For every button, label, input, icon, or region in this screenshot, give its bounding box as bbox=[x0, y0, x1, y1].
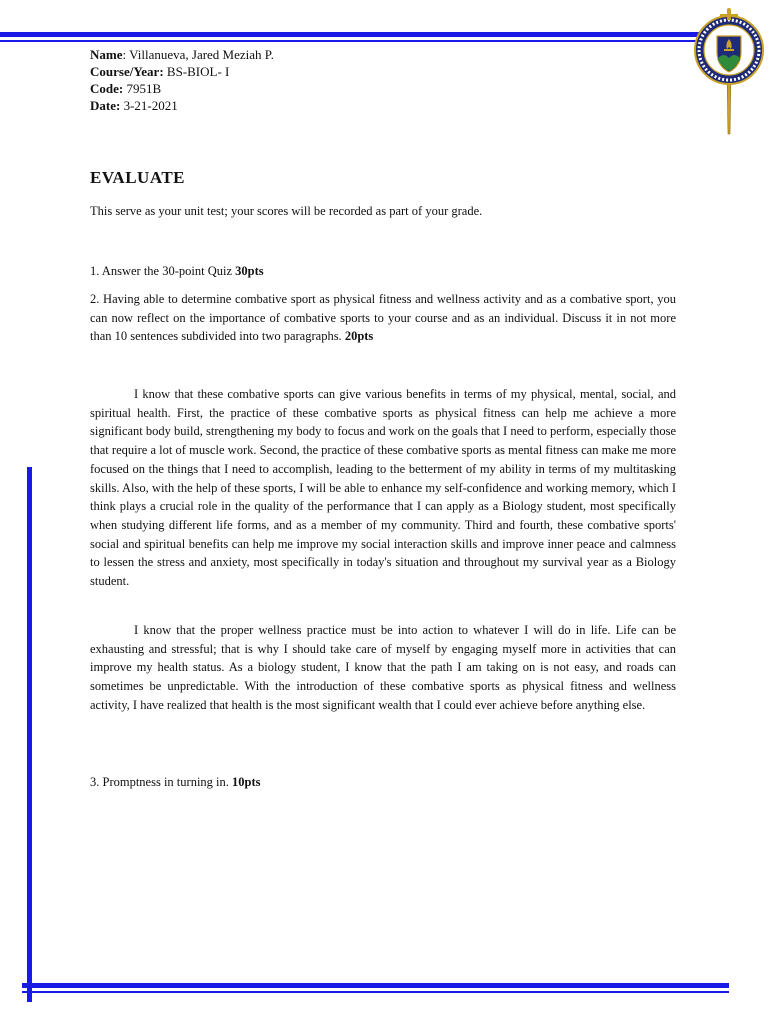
question-2-text: 2. Having able to determine combative sport as physical fitness and wellness activity and as a combative sport, you can now reflect on the importance of combative sports to your course and as an individual. Discuss it in not more than 10 sentences subdivided into two paragraphs. bbox=[90, 292, 676, 343]
answer-paragraph-2: I know that the proper wellness practice must be into action to whatever I will do in life. Life can be exhausting and stressful; that is why I should take care of myself by engaging myself more in activities that can improve my health status. As a biology student, I know that the path I am taking on is not easy, and roads can sometimes be unpredictable. With the introduction of these combative sports as physical fitness and wellness activity, I have realized that health is the most significant wealth that I could ever achieve before anything else. bbox=[90, 623, 676, 712]
student-info bbox=[90, 46, 274, 114]
name-label: Name bbox=[90, 47, 123, 62]
bottom-border-thin bbox=[22, 991, 729, 993]
question-3-points: 10pts bbox=[232, 775, 261, 789]
left-border bbox=[27, 467, 32, 1002]
course-row bbox=[90, 63, 274, 80]
question-3 bbox=[90, 773, 676, 792]
university-seal-icon bbox=[690, 8, 768, 136]
name-value: : Villanueva, Jared Meziah P. bbox=[122, 47, 274, 62]
code-value: 7951B bbox=[123, 81, 162, 96]
date-value: 3-21-2021 bbox=[120, 98, 178, 113]
date-label: Date: bbox=[90, 98, 121, 113]
question-1-text: 1. Answer the 30-point Quiz bbox=[90, 264, 236, 278]
code-row bbox=[90, 80, 274, 97]
question-1-points: 30pts bbox=[235, 264, 264, 278]
code-label: Code: bbox=[90, 81, 124, 96]
section-title: EVALUATE bbox=[90, 168, 186, 187]
course-label: Course/Year: bbox=[90, 64, 164, 79]
question-3-text: 3. Promptness in turning in. bbox=[90, 775, 233, 789]
course-value: BS-BIOL- I bbox=[163, 64, 230, 79]
date-row bbox=[90, 97, 274, 114]
question-2-points: 20pts bbox=[344, 329, 374, 343]
question-1 bbox=[90, 262, 676, 281]
bottom-border-thick bbox=[22, 983, 729, 988]
name-row bbox=[90, 46, 274, 63]
answer-paragraph-1: I know that these combative sports can give various benefits in terms of my physical, mental, social, and spiritual health. First, the practice of these combative sports as physical fitness can help me achieve a more significant body build, strengthening my body to focus and work on the goals that I need to perform, especially those that require a lot of muscle work. Second, the practice of these combative sports as mental fitness can make me more focused on the things that I need to accomplish, leading to the betterment of my ability in terms of my multitasking skills. Also, with the help of these sports, I will be able to enhance my self-confidence and working memory, which I think plays a crucial role in the quality of the performance that I can apply as a Biology student, most specifically when studying different life forms, and as a member of my community. Third and fourth, these combative sports' social and spiritual benefits can help me improve my social interaction skills and improve inner peace and calmness to lessen the stress and anxiety, most specifically in today's situation and throughout my survival year as a Biology student. bbox=[90, 387, 676, 589]
top-border-thick bbox=[0, 32, 700, 37]
intro-text: This serve as your unit test; your scores will be recorded as part of your grade. bbox=[90, 204, 483, 218]
top-border-thin bbox=[0, 40, 700, 42]
question-2 bbox=[90, 290, 676, 346]
